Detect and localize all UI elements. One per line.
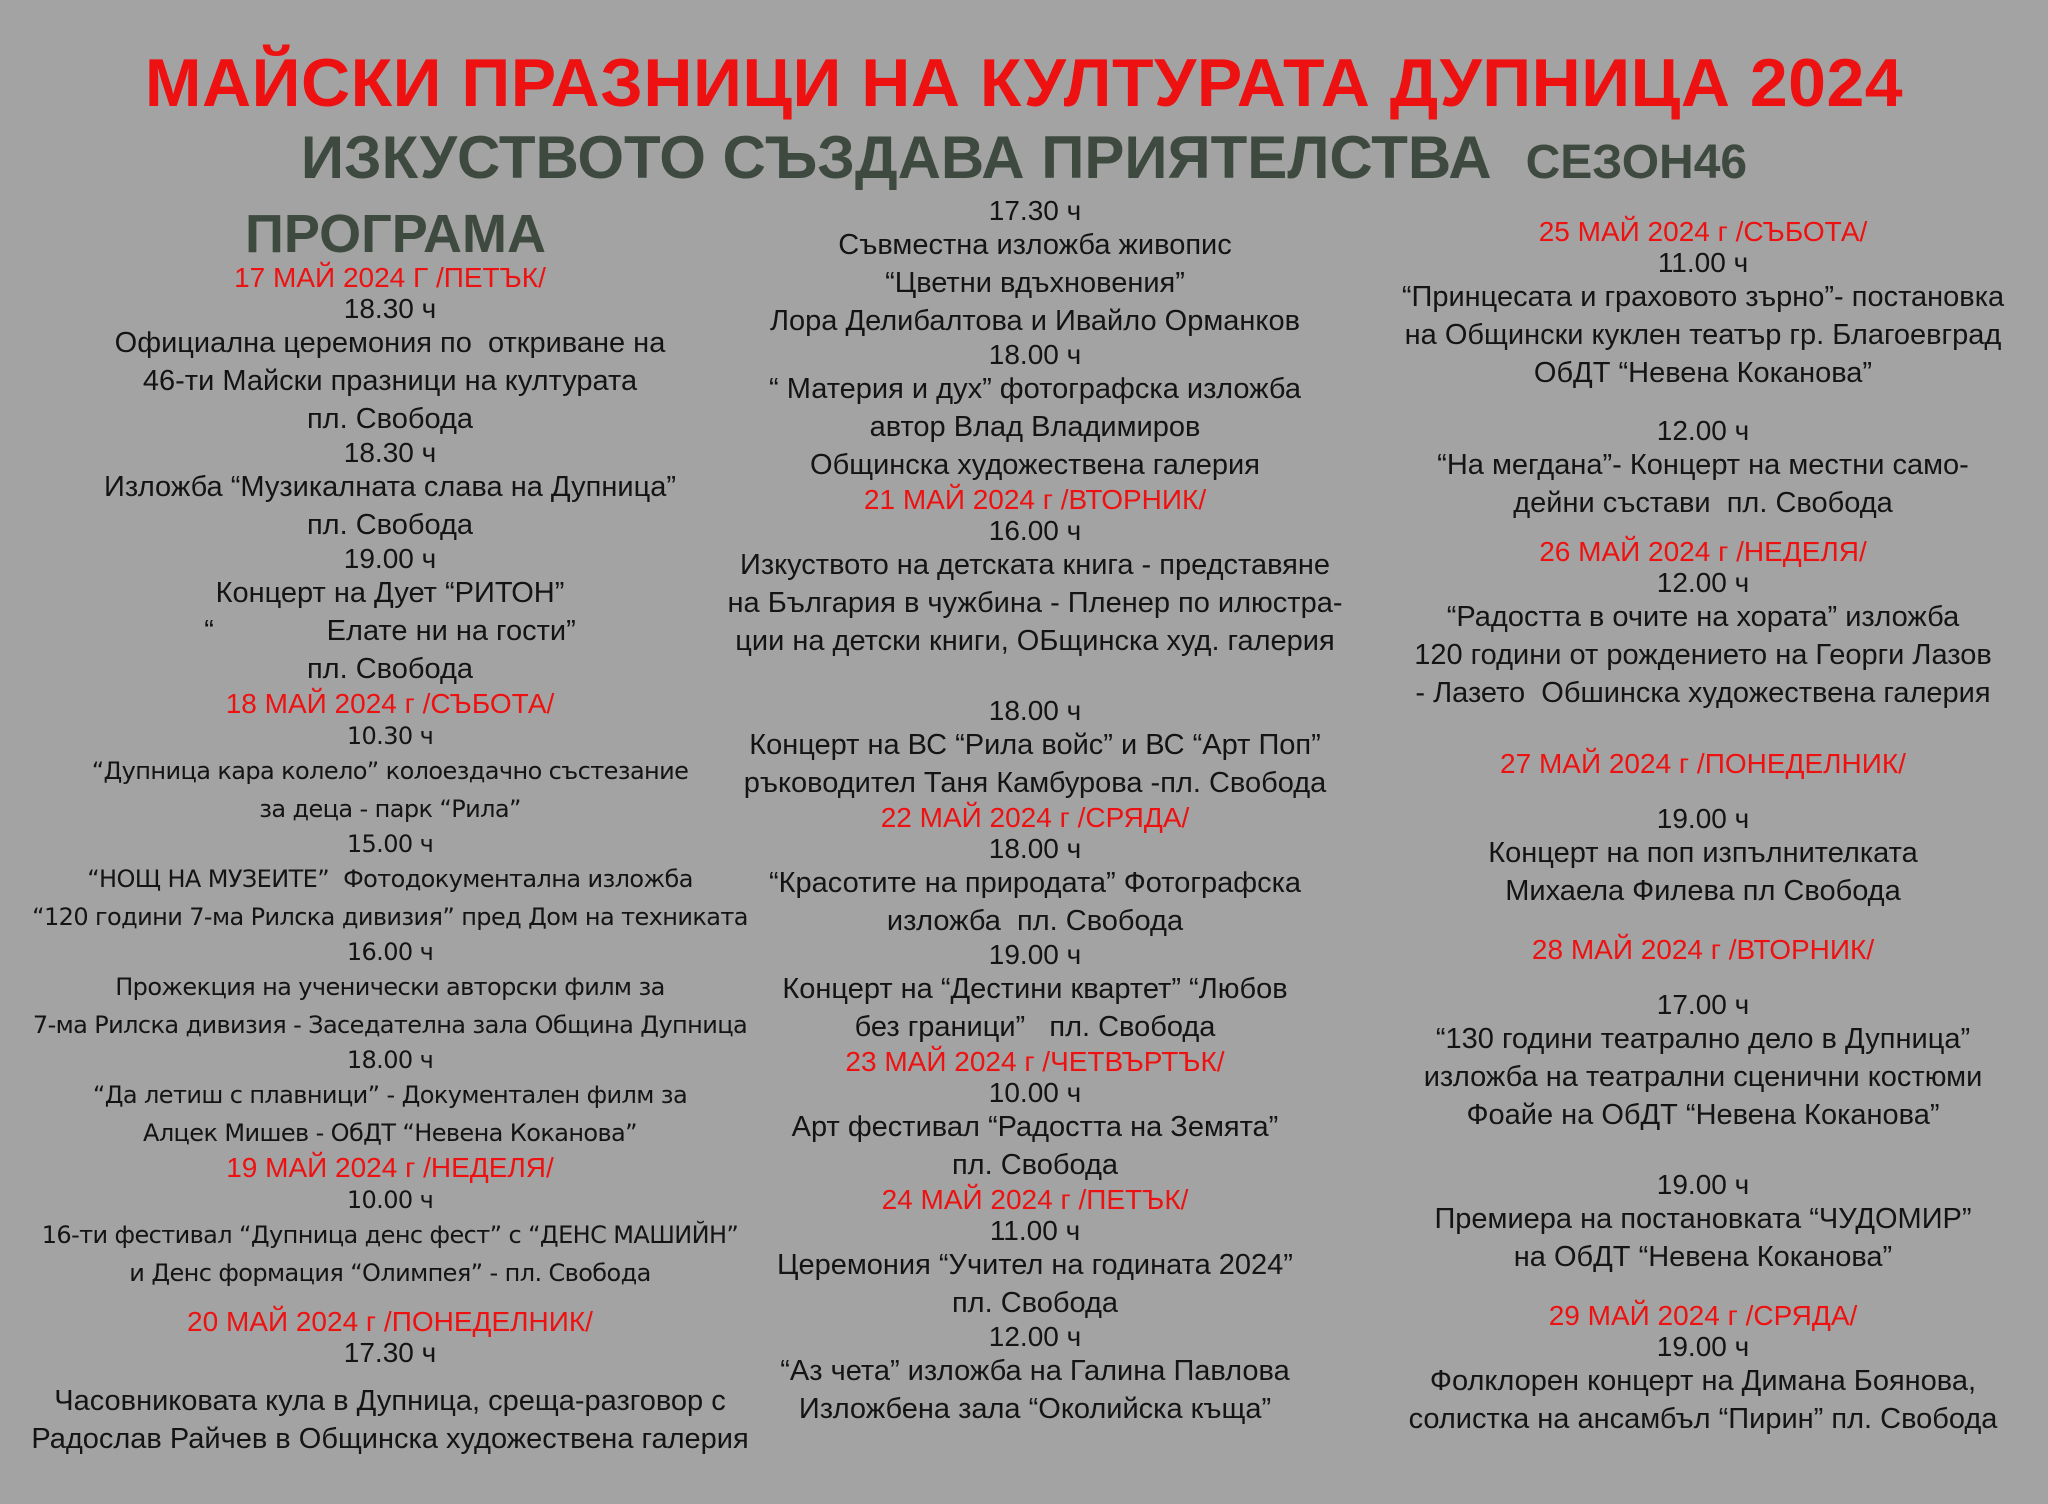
event-line: солистка на ансамбъл “Пирин” пл. Свобода [1408,1403,1998,1435]
event-item [720,1216,1350,1322]
event-line: ции на детски книги, ОБщинска худ. галерия [735,625,1335,657]
event-line: на ОбДТ “Невена Коканова” [1513,1241,1893,1273]
event-line: Прожекция на ученически авторски филм за [115,973,665,1001]
event-item [720,1078,1350,1184]
event-time: 16.00 ч [988,515,1082,546]
event-line: 120 години от рождението на Георги Лазов [1414,639,1992,671]
event-line: Фоайе на ОбДТ “Невена Коканова” [1466,1099,1940,1131]
event-line: автор Влад Владимиров [869,411,1201,443]
event-time: 12.00 ч [988,1321,1082,1352]
event-line: “130 години театрално дело в Дупница” [1435,1023,1971,1055]
event-item [720,834,1350,940]
event-item [1378,248,2028,392]
event-time: 18.30 ч [343,437,437,468]
event-item [20,438,760,544]
event-line: Изложба “Музикалната слава на Дупница” [104,471,676,503]
program-column-3 [1378,216,2028,1438]
event-line: Изкуството на детската книга - представяне [739,549,1331,581]
event-item [1378,416,2028,522]
event-item [720,516,1350,660]
event-item [720,196,1350,340]
event-line: “Радостта в очите на хората” изложба [1446,601,1960,633]
event-line: ОбДТ “Невена Коканова” [1533,357,1873,389]
event-line: - Лазето Обшинска художествена галерия [1415,677,1991,709]
event-line: “Цветни вдъхновения” [885,267,1185,299]
event-time: 18.00 ч [988,695,1082,726]
season-label: СЕЗОН46 [1525,136,1748,189]
event-line: Церемония “Учител на годината 2024” [777,1249,1293,1281]
day-heading: 23 МАЙ 2024 г /ЧЕТВЪРТЪК/ [845,1046,1225,1077]
event-line: “120 години 7-ма Рилска дивизия” пред Дом на техниката [32,903,748,931]
event-line: 46-ти Майски празници на културата [142,365,638,397]
event-line: Лора Делибалтова и Ивайло Орманков [769,305,1300,337]
event-time: 11.00 ч [1657,247,1749,278]
event-line: на България в чужбина - Пленер по илюстра- [727,587,1343,619]
event-line: Съвместна изложба живопис [838,229,1232,261]
day-heading: 28 МАЙ 2024 г /ВТОРНИК/ [1531,934,1875,965]
event-time: 10.00 ч [988,1077,1082,1108]
event-line: “НОЩ НА МУЗЕИТЕ” Фотодокументална изложба [87,865,693,893]
event-item [1378,1332,2028,1438]
event-line: Изложбена зала “Околийска къща” [798,1393,1272,1425]
event-time: 18.00 ч [988,339,1082,370]
event-line: “Дупница кара колело” колоездачно състезание [91,757,689,785]
event-item [20,1044,760,1152]
event-line: Премиера на постановката “ЧУДОМИР” [1434,1203,1972,1235]
day-heading: 27 МАЙ 2024 г /ПОНЕДЕЛНИК/ [1500,748,1906,779]
event-item [20,1338,760,1458]
day-heading: 24 МАЙ 2024 г /ПЕТЪК/ [881,1184,1189,1215]
poster-title: МАЙСКИ ПРАЗНИЦИ НА КУЛТУРАТА ДУПНИЦА 2024 [144,45,1904,121]
event-line: Алцек Мишев - ОбДТ “Невена Коканова” [143,1119,637,1147]
event-item [20,828,760,936]
event-time: 10.30 ч [346,722,434,750]
event-line: “Принцесата и граховото зърно”- постановка [1401,281,2005,313]
event-line: Концерт на ВС “Рила войс” и ВС “Арт Поп” [749,729,1321,761]
event-item [20,544,760,688]
event-time: 10.00 ч [346,1186,434,1214]
event-line: “Красотите на природата” Фотографска [768,867,1302,899]
event-line: Радослав Райчев в Общинска художествена галерия [31,1423,749,1455]
event-time: 19.00 ч [988,939,1082,970]
program-column-2 [720,196,1350,1428]
event-line: Концерт на “Дестини квартет” “Любов [782,973,1288,1005]
event-line: 7-ма Рилска дивизия - Заседателна зала Община Дупница [32,1011,748,1039]
event-item [720,1322,1350,1428]
event-item [720,340,1350,484]
event-line: за деца - парк “Рила” [259,795,521,823]
event-line: “ Елате ни на гости” [204,615,576,647]
event-time: 17.00 ч [1656,989,1750,1020]
program-column-1 [20,262,760,1458]
event-line: пл. Свобода [951,1149,1119,1181]
day-heading: 25 МАЙ 2024 г /СЪБОТА/ [1538,216,1868,247]
event-line: Концерт на Дует “РИТОН” [215,577,565,609]
event-line: пл. Свобода [306,653,474,685]
event-time: 18.00 ч [988,833,1082,864]
event-time: 15.00 ч [346,830,434,858]
event-line: изложба пл. Свобода [886,905,1184,937]
event-line: пл. Свобода [306,509,474,541]
event-time: 19.00 ч [343,543,437,574]
day-heading: 20 МАЙ 2024 г /ПОНЕДЕЛНИК/ [187,1306,593,1337]
event-item [720,940,1350,1046]
day-heading: 22 МАЙ 2024 г /СРЯДА/ [880,802,1190,833]
event-item [1378,1170,2028,1276]
event-item [1378,568,2028,712]
event-time: 19.00 ч [1656,1331,1750,1362]
event-time: 16.00 ч [346,938,434,966]
event-line: 16-ти фестивал “Дупница денс фест” с “ДЕНС МАШИЙН” [41,1221,739,1249]
event-time: 18.30 ч [343,293,437,324]
event-item [20,936,760,1044]
day-heading: 21 МАЙ 2024 г /ВТОРНИК/ [863,484,1207,515]
event-time: 11.00 ч [989,1215,1081,1246]
event-item [1378,804,2028,910]
event-line: пл. Свобода [306,403,474,435]
event-line: дейни състави пл. Свобода [1513,487,1893,519]
event-line: Фолклорен концерт на Димана Боянова, [1429,1365,1977,1397]
poster-subtitle [0,118,2048,203]
event-time: 17.30 ч [988,195,1082,226]
event-item [20,294,760,438]
event-line: Михаела Филева пл Свобода [1505,875,1901,907]
subtitle-text: ИЗКУСТВОТО СЪЗДАВА ПРИЯТЕЛСТВА [300,124,1492,191]
event-line: без граници” пл. Свобода [854,1011,1216,1043]
event-line: ръководител Таня Камбурова -пл. Свобода [743,767,1327,799]
day-heading: 29 МАЙ 2024 г /СРЯДА/ [1548,1300,1858,1331]
event-item [720,696,1350,802]
event-time: 12.00 ч [1656,567,1750,598]
event-line: Общинска художествена галерия [810,449,1260,481]
day-heading: 26 МАЙ 2024 г /НЕДЕЛЯ/ [1539,536,1867,567]
event-item [1378,990,2028,1134]
event-line: Официална церемония по откриване на [114,327,666,359]
event-item [20,1184,760,1292]
event-line: “Аз чета” изложба на Галина Павлова [780,1355,1290,1387]
event-line: на Общински куклен театър гр. Благоевград [1404,319,2002,351]
event-time: 19.00 ч [1656,803,1750,834]
event-item [20,720,760,828]
event-time: 12.00 ч [1656,415,1750,446]
program-label: ПРОГРАМА [245,204,546,264]
event-line: “Да летиш с плавници” - Документален филм за [92,1081,688,1109]
event-line: пл. Свобода [951,1287,1119,1319]
event-time: 17.30 ч [343,1337,437,1368]
event-line: и Денс формация “Олимпея” - пл. Свобода [129,1259,651,1287]
event-line: “На мегдана”- Концерт на местни само- [1437,449,1969,481]
day-heading: 17 МАЙ 2024 Г /ПЕТЪК/ [234,262,546,293]
day-heading: 18 МАЙ 2024 г /СЪБОТА/ [225,688,555,719]
event-line: “ Материя и дух” фотографска изложба [769,373,1301,405]
event-line: Концерт на поп изпълнителката [1488,837,1918,869]
event-time: 19.00 ч [1656,1169,1750,1200]
event-line: Часовниковата кула в Дупница, среща-разговор с [54,1385,726,1417]
event-line: изложба на театрални сценични костюми [1423,1061,1983,1093]
event-time: 18.00 ч [346,1046,434,1074]
event-line: Арт фестивал “Радостта на Земята” [791,1111,1279,1143]
day-heading: 19 МАЙ 2024 г /НЕДЕЛЯ/ [226,1152,554,1183]
